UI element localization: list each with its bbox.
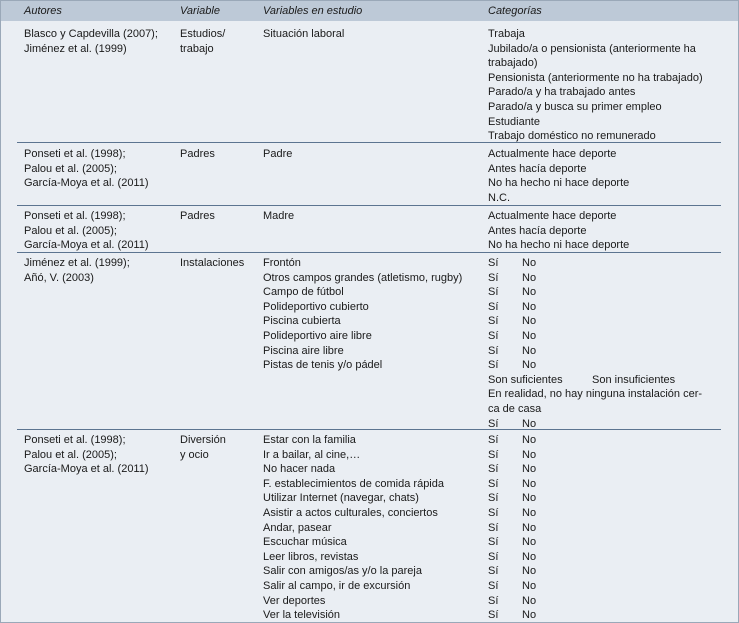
- category-line: En realidad, no hay ninguna instalación cer-: [488, 388, 703, 401]
- yes-option: Sí: [488, 536, 499, 549]
- row-divider: [17, 429, 721, 430]
- study-variable: Polideportivo cubierto: [263, 300, 369, 313]
- category-line: Parado/a y ha trabajado antes: [488, 86, 636, 99]
- category-line: Antes hacía deporte: [488, 224, 587, 237]
- category-line: Pensionista (anteriormente no ha trabajado): [488, 71, 703, 84]
- yes-option: Sí: [488, 609, 499, 622]
- study-variable: Estar con la familia: [263, 434, 356, 446]
- row-divider: [17, 205, 721, 206]
- author-line: Palou et al. (2005);: [24, 162, 117, 175]
- study-variable: Salir con amigos/as y/o la pareja: [263, 565, 422, 578]
- category-line: trabajado): [488, 57, 538, 70]
- category-line: Estudiante: [488, 115, 540, 128]
- category-line: Trabajo doméstico no remunerado: [488, 130, 656, 143]
- header-variables-en-estudio: Variables en estudio: [263, 5, 363, 17]
- yes-option: Sí: [488, 286, 499, 299]
- category-line: Son insuficientes: [592, 373, 676, 386]
- no-option: No: [522, 609, 537, 622]
- no-option: No: [522, 257, 537, 269]
- no-option: No: [522, 359, 537, 372]
- no-option: No: [522, 315, 537, 328]
- category-line: ca de casa: [488, 403, 542, 415]
- author-line: Palou et al. (2005);: [24, 224, 117, 237]
- yes-option: Sí: [488, 448, 499, 461]
- author-line: Ponseti et al. (1998);: [24, 148, 126, 160]
- study-variable: Otros campos grandes (atletismo, rugby): [263, 271, 463, 284]
- study-variable: No hacer nada: [263, 463, 336, 476]
- category-line: Trabaja: [488, 28, 525, 40]
- category-line: N.C.: [488, 191, 510, 204]
- study-variable: Asistir a actos culturales, conciertos: [263, 507, 438, 519]
- yes-option: Sí: [488, 359, 499, 372]
- author-line: Añó, V. (2003): [24, 271, 94, 284]
- yes-option: Sí: [488, 477, 499, 490]
- yes-option: Sí: [488, 434, 499, 446]
- study-variable: Piscina aire libre: [263, 344, 344, 357]
- no-option: No: [522, 286, 537, 299]
- study-variable: Leer libros, revistas: [263, 550, 359, 563]
- table-header: [1, 1, 738, 21]
- header-categorias: Categorías: [488, 5, 542, 17]
- category-line: No ha hecho ni hace deporte: [488, 239, 630, 252]
- no-option: No: [522, 448, 537, 461]
- study-variable: Salir al campo, ir de excursión: [263, 580, 411, 592]
- author-line: Jiménez et al. (1999): [24, 42, 127, 55]
- no-option: No: [522, 344, 537, 357]
- yes-option: Sí: [488, 271, 499, 284]
- yes-option: Sí: [488, 565, 499, 578]
- no-option: No: [522, 507, 537, 519]
- no-option: No: [522, 580, 537, 592]
- category-line: No ha hecho ni hace deporte: [488, 177, 630, 190]
- study-variable: Ver la televisión: [263, 609, 341, 622]
- header-variable: Variable: [180, 5, 220, 17]
- study-variable: Padre: [263, 148, 293, 160]
- category-line: Parado/a y busca su primer empleo: [488, 101, 662, 113]
- variable-label: trabajo: [180, 42, 214, 55]
- yes-option: Sí: [488, 550, 499, 563]
- study-variable: Ver deportes: [263, 594, 326, 607]
- yes-option: Sí: [488, 463, 499, 476]
- study-variable: Polideportivo aire libre: [263, 330, 372, 342]
- yes-option: Sí: [488, 507, 499, 519]
- author-line: Palou et al. (2005);: [24, 448, 117, 461]
- study-variable: Utilizar Internet (navegar, chats): [263, 492, 419, 505]
- yes-option: Sí: [488, 344, 499, 357]
- study-variable: Escuchar música: [263, 536, 347, 549]
- yes-option: Sí: [488, 594, 499, 607]
- category-line: Actualmente hace deporte: [488, 148, 617, 160]
- author-line: Ponseti et al. (1998);: [24, 210, 126, 222]
- no-option: No: [522, 550, 537, 563]
- study-variable: Campo de fútbol: [263, 286, 344, 299]
- yes-option: Sí: [488, 417, 499, 430]
- yes-option: Sí: [488, 521, 499, 534]
- author-line: Jiménez et al. (1999);: [24, 257, 130, 269]
- no-option: No: [522, 521, 537, 534]
- variable-label: Instalaciones: [180, 257, 245, 269]
- study-variable: Andar, pasear: [263, 521, 332, 534]
- no-option: No: [522, 417, 537, 430]
- variable-label: y ocio: [180, 448, 209, 461]
- no-option: No: [522, 492, 537, 505]
- author-line: Ponseti et al. (1998);: [24, 434, 126, 446]
- yes-option: Sí: [488, 492, 499, 505]
- category-line: Jubilado/a o pensionista (anteriormente ha: [488, 42, 696, 55]
- study-variable: Pistas de tenis y/o pádel: [263, 359, 383, 372]
- yes-option: Sí: [488, 300, 499, 313]
- variable-label: Padres: [180, 148, 215, 160]
- study-variable: Piscina cubierta: [263, 315, 341, 328]
- category-line: Actualmente hace deporte: [488, 210, 617, 222]
- no-option: No: [522, 330, 537, 342]
- study-variable: Situación laboral: [263, 28, 345, 40]
- no-option: No: [522, 477, 537, 490]
- author-line: García-Moya et al. (2011): [24, 177, 149, 190]
- author-line: García-Moya et al. (2011): [24, 463, 149, 476]
- no-option: No: [522, 536, 537, 549]
- study-variable: F. establecimientos de comida rápida: [263, 477, 444, 490]
- author-line: Blasco y Capdevilla (2007);: [24, 28, 158, 40]
- yes-option: Sí: [488, 315, 499, 328]
- no-option: No: [522, 434, 537, 446]
- no-option: No: [522, 463, 537, 476]
- category-line: Son suficientes: [488, 373, 563, 386]
- yes-option: Sí: [488, 580, 499, 592]
- no-option: No: [522, 271, 537, 284]
- study-variable: Ir a bailar, al cine,…: [263, 448, 361, 461]
- variable-label: Diversión: [180, 434, 226, 446]
- study-variable: Madre: [263, 210, 295, 222]
- study-variable: Frontón: [263, 257, 301, 269]
- category-line: Antes hacía deporte: [488, 162, 587, 175]
- yes-option: Sí: [488, 330, 499, 342]
- no-option: No: [522, 300, 537, 313]
- no-option: No: [522, 594, 537, 607]
- header-autores: Autores: [24, 5, 62, 17]
- no-option: No: [522, 565, 537, 578]
- variable-label: Padres: [180, 210, 215, 222]
- author-line: García-Moya et al. (2011): [24, 239, 149, 252]
- variable-label: Estudios/: [180, 28, 226, 40]
- yes-option: Sí: [488, 257, 499, 269]
